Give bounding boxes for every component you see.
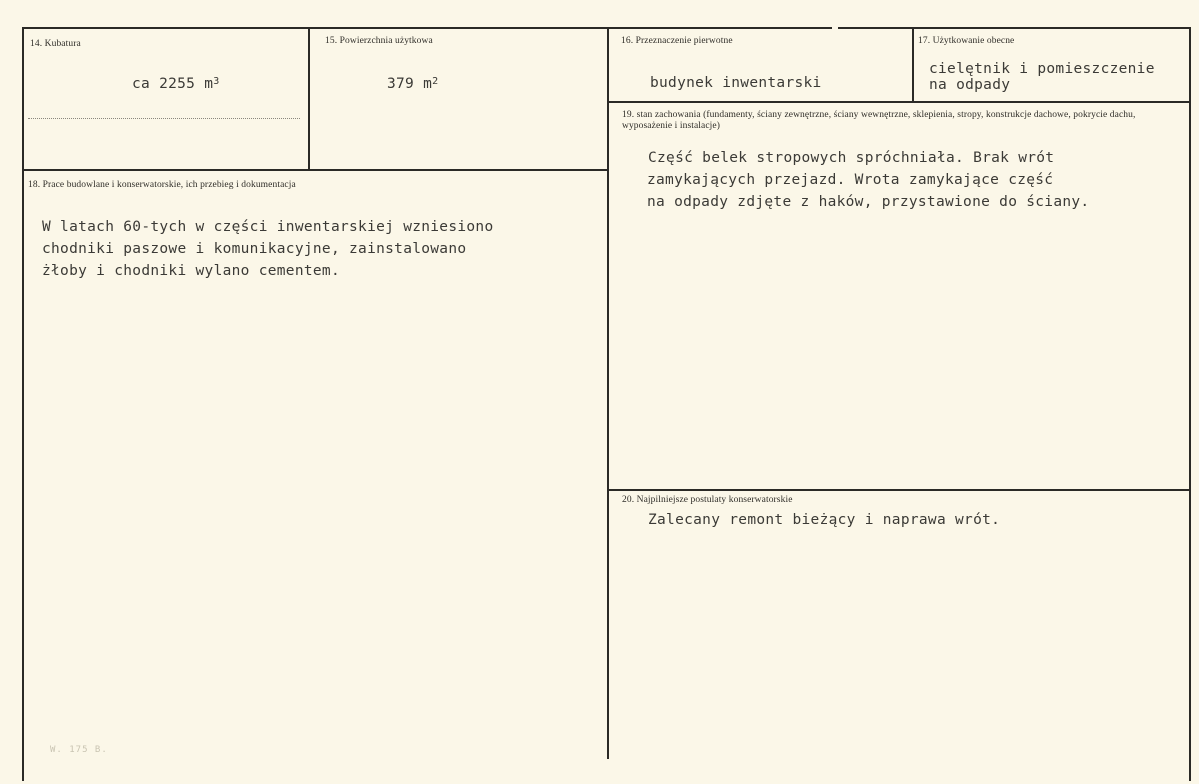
field-18-label: 18. Prace budowlane i konserwatorskie, ich przebieg i dokumentacja — [28, 180, 296, 190]
field-19-line-3: na odpady zdjęte z haków, przystawione do ściany. — [647, 194, 1090, 210]
field-17-label: 17. Użytkowanie obecne — [918, 36, 1015, 46]
left-border — [22, 27, 24, 781]
field-14-value — [132, 76, 220, 92]
field-14-exponent: 3 — [213, 76, 220, 87]
field-17-value-line2: na odpady — [929, 77, 1011, 93]
field-19-line-1: Część belek stropowych spróchniała. Brak wrót — [648, 150, 1055, 166]
divider-16-17 — [912, 29, 914, 101]
field-18-line-2: chodniki paszowe i komunikacyjne, zainstalowano — [42, 241, 467, 257]
field-19-text — [648, 147, 1168, 213]
row-divider-18 — [22, 169, 609, 171]
field-20-value: Zalecany remont bieżący i naprawa wrót. — [648, 512, 1001, 528]
top-border-left — [22, 27, 832, 29]
field-14-dotted-line — [28, 118, 300, 119]
field-15-label: 15. Powierzchnia użytkowa — [325, 36, 433, 46]
row-divider-19 — [607, 101, 1191, 103]
field-15-value-text: 379 m — [387, 76, 433, 92]
top-border-right — [838, 27, 1191, 29]
divider-center — [607, 29, 609, 759]
field-16-label: 16. Przeznaczenie pierwotne — [621, 36, 733, 46]
field-15-value — [387, 76, 438, 92]
field-18-text — [42, 216, 582, 282]
divider-14-15 — [308, 29, 310, 170]
field-14-value-text: ca 2255 m — [132, 76, 214, 92]
field-17-value-line1: cielętnik i pomieszczenie — [929, 61, 1155, 77]
field-16-value: budynek inwentarski — [650, 75, 822, 91]
field-18-line-1: W latach 60-tych w części inwentarskiej wzniesiono — [42, 219, 494, 235]
field-18-line-3: żłoby i chodniki wylano cementem. — [42, 263, 340, 279]
field-15-exponent: 2 — [432, 76, 439, 87]
footer-faint-mark: W. 175 B. — [50, 745, 108, 755]
row-divider-20 — [607, 489, 1191, 491]
field-19-label: 19. stan zachowania (fundamenty, ściany zewnętrzne, ściany wewnętrzne, sklepienia, stropy, konstrukcje dachowe, pokrycie dachu, wyposażenie i instalacje) — [622, 110, 1136, 131]
field-19-line-2: zamykających przejazd. Wrota zamykające część — [647, 172, 1054, 188]
field-20-label: 20. Najpilniejsze postulaty konserwatorskie — [622, 495, 793, 505]
right-border — [1189, 27, 1191, 781]
field-14-label: 14. Kubatura — [30, 39, 81, 49]
